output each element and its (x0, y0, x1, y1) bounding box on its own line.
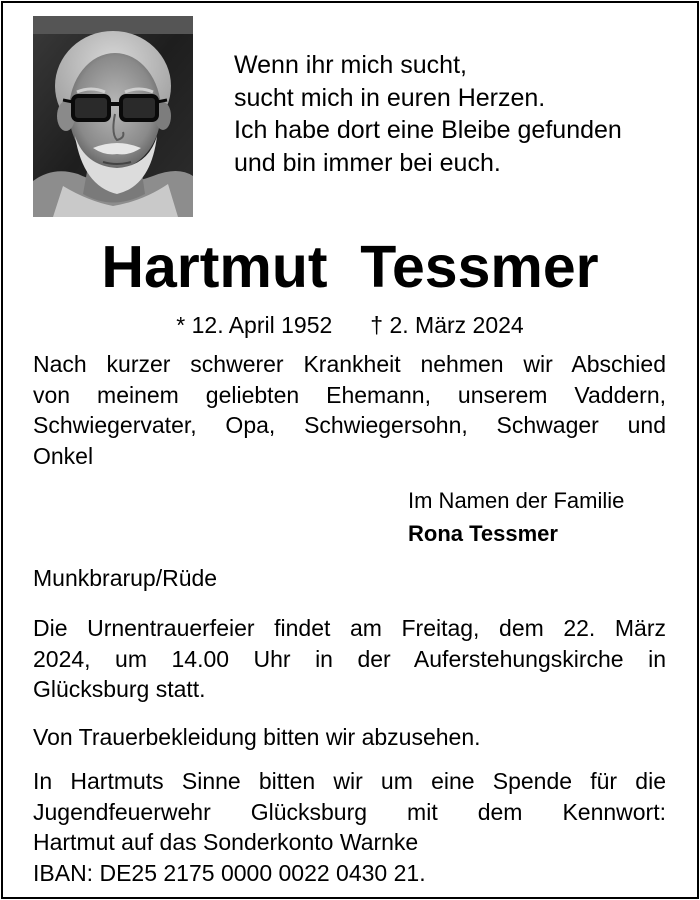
announcement-line: Onkel (33, 442, 94, 469)
poem-line: sucht mich in euren Herzen. (234, 83, 546, 112)
life-dates (0, 311, 700, 339)
birth-date: * 12. April 1952 (176, 312, 333, 338)
ceremony-line: 2024, um 14.00 Uhr in der Auferstehungskirche in (33, 645, 666, 672)
announcement-line: von meinem geliebten Ehemann, unserem Vaddern, (33, 381, 666, 408)
poem-line: und bin immer bei euch. (234, 148, 501, 177)
iban-line: IBAN: DE25 2175 0000 0022 0430 21. (33, 859, 426, 886)
dress-note: Von Trauerbekleidung bitten wir abzusehen. (33, 724, 481, 750)
death-date: † 2. März 2024 (370, 312, 524, 338)
poem-line: Wenn ihr mich sucht, (234, 51, 467, 79)
ceremony-text (33, 613, 666, 705)
donation-line: Jugendfeuerwehr Glücksburg mit dem Kennwort: (33, 798, 666, 825)
announcement-line: Schwiegervater, Opa, Schwiegersohn, Schwager und (33, 412, 666, 438)
announcement-line: Nach kurzer schwerer Krankheit nehmen wir Abschied (33, 351, 666, 377)
ceremony-line: Die Urnentrauerfeier findet am Freitag, dem 22. März (33, 615, 666, 641)
donation-line: In Hartmuts Sinne bitten wir um eine Spende für die (33, 768, 666, 794)
signature-intro: Im Namen der Familie (408, 488, 625, 513)
announcement-text (33, 349, 666, 471)
ceremony-line: Glücksburg statt. (33, 676, 206, 702)
poem-line: Ich habe dort eine Bleibe gefunden (234, 116, 622, 144)
donation-text (33, 766, 666, 888)
deceased-name: Hartmut Tessmer (101, 234, 599, 300)
memorial-poem (234, 49, 674, 179)
portrait-photo (33, 16, 193, 217)
location: Munkbrarup/Rüde (33, 565, 218, 591)
signature-name: Rona Tessmer (408, 521, 558, 546)
donation-line: Hartmut auf das Sonderkonto Warnke (33, 829, 419, 855)
